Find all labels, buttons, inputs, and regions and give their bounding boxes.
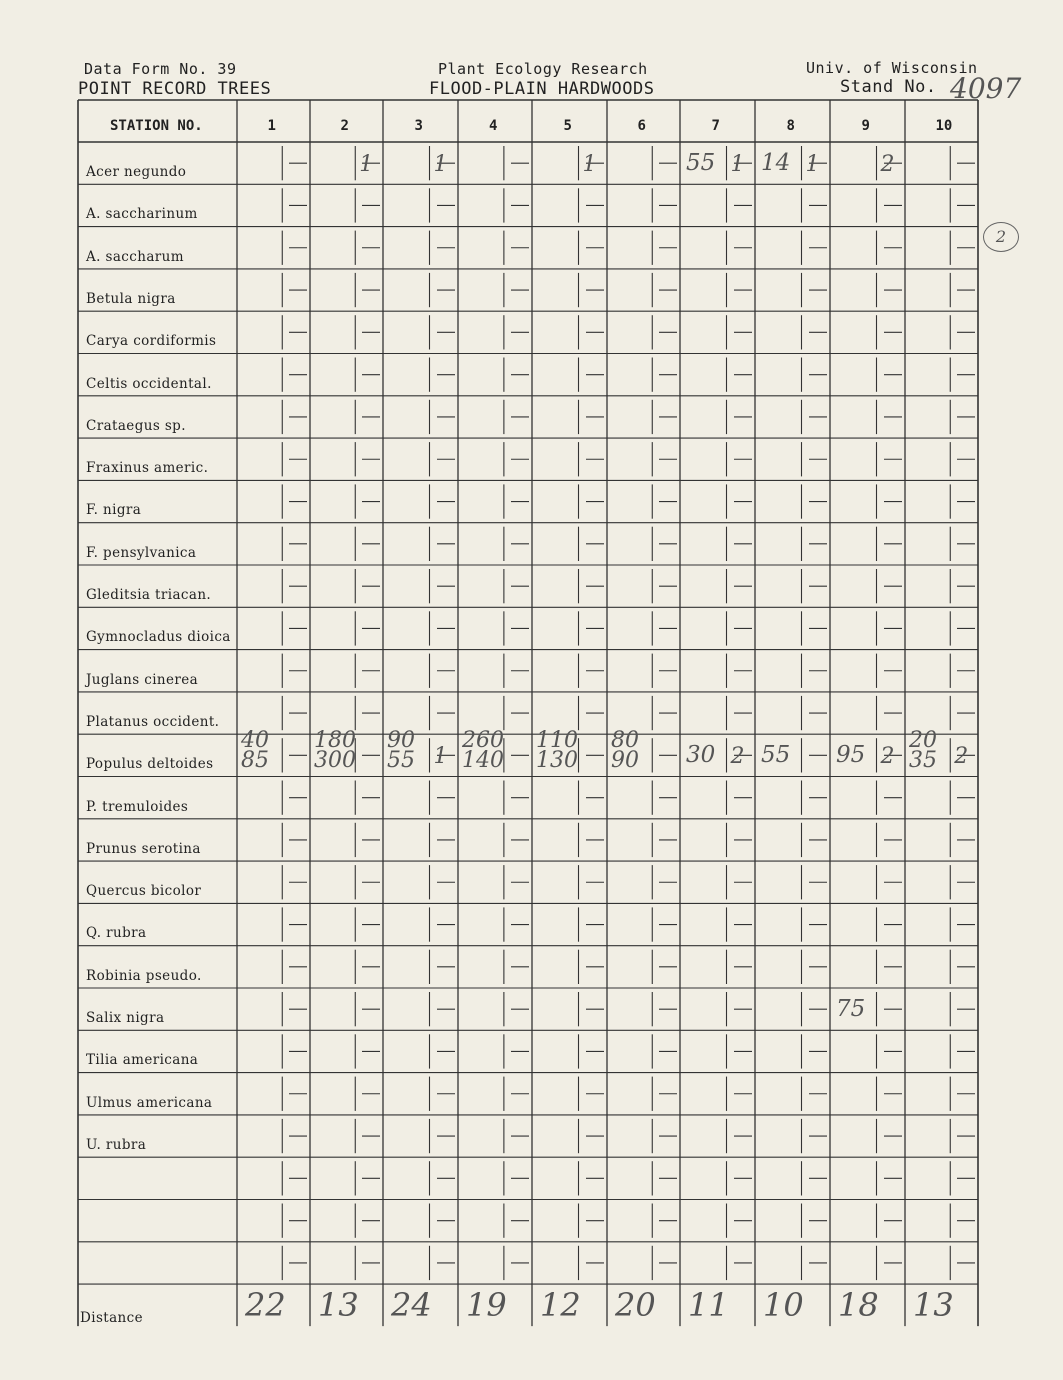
station-number-10: 10 xyxy=(935,118,953,134)
species-label: Quercus bicolor xyxy=(86,883,202,900)
handwritten-value: 20 xyxy=(909,728,937,754)
handwritten-count: 2 xyxy=(730,744,745,770)
handwritten-value: 30 xyxy=(686,742,716,769)
species-label: U. rubra xyxy=(86,1136,147,1153)
species-label: Juglans cinerea xyxy=(86,671,199,688)
distance-label: Distance xyxy=(80,1310,143,1327)
station-number-2: 2 xyxy=(340,118,349,134)
handwritten-value: 75 xyxy=(836,996,866,1022)
species-label: Ulmus americana xyxy=(86,1094,213,1111)
university: Univ. of Wisconsin xyxy=(806,59,978,77)
form-type: FLOOD-PLAIN HARDWOODS xyxy=(429,79,655,99)
handwritten-count: 1 xyxy=(359,152,374,177)
species-label: Carya cordiformis xyxy=(86,333,217,350)
distance-value: 13 xyxy=(318,1286,359,1325)
distance-value: 24 xyxy=(391,1286,432,1325)
species-label: P. tremuloides xyxy=(86,798,189,815)
distance-value: 10 xyxy=(763,1286,804,1325)
handwritten-count: 2 xyxy=(954,744,969,770)
distance-value: 13 xyxy=(913,1286,954,1325)
station-number-label: STATION NO. xyxy=(110,118,203,134)
form-title: POINT RECORD TREES xyxy=(78,79,272,99)
handwritten-value: 14 xyxy=(761,150,791,176)
handwritten-value: 260 xyxy=(462,728,504,754)
species-label: Salix nigra xyxy=(86,1010,165,1026)
distance-value: 18 xyxy=(838,1286,879,1325)
species-label: Fraxinus americ. xyxy=(86,460,209,477)
distance-value: 11 xyxy=(688,1286,729,1325)
handwritten-value: 110 xyxy=(536,728,578,754)
species-label: Robinia pseudo. xyxy=(86,967,202,984)
station-number-6: 6 xyxy=(637,118,646,134)
species-label: A. saccharum xyxy=(86,248,184,265)
handwritten-value: 55 xyxy=(686,150,716,176)
handwritten-count: 2 xyxy=(880,744,895,770)
distance-value: 12 xyxy=(540,1286,581,1325)
organization: Plant Ecology Research xyxy=(438,60,648,78)
distance-value: 19 xyxy=(466,1286,507,1325)
handwritten-count: 2 xyxy=(880,152,895,177)
handwritten-value: 180 xyxy=(314,728,356,754)
handwritten-value: 130 xyxy=(536,748,578,774)
handwritten-value: 35 xyxy=(909,748,937,774)
station-number-1: 1 xyxy=(267,118,276,134)
species-label: F. nigra xyxy=(86,502,142,519)
handwritten-count: 1 xyxy=(805,152,820,177)
stand-number-label: Stand No. xyxy=(840,77,937,97)
species-label: Gleditsia triacan. xyxy=(86,587,212,603)
station-number-7: 7 xyxy=(711,118,720,134)
station-number-9: 9 xyxy=(861,118,870,134)
species-label: Prunus serotina xyxy=(86,840,201,857)
handwritten-value: 80 xyxy=(611,728,639,754)
page-number-mark: 2 xyxy=(983,222,1019,252)
handwritten-value: 140 xyxy=(462,748,504,774)
species-label: Gymnocladus dioica xyxy=(86,629,231,646)
stand-number-value: 4097 xyxy=(950,72,1022,105)
species-label: F. pensylvanica xyxy=(86,544,197,561)
species-label: Celtis occidental. xyxy=(86,375,212,392)
form-number: Data Form No. 39 xyxy=(84,60,237,78)
handwritten-value: 90 xyxy=(611,748,639,774)
handwritten-value: 55 xyxy=(761,742,791,769)
handwritten-value: 300 xyxy=(314,748,356,774)
station-number-8: 8 xyxy=(786,118,795,134)
station-number-5: 5 xyxy=(563,118,572,134)
distance-value: 20 xyxy=(615,1286,656,1325)
species-label: Platanus occident. xyxy=(86,713,220,730)
handwritten-value: 90 xyxy=(387,728,415,754)
handwritten-value: 55 xyxy=(387,748,415,774)
distance-value: 22 xyxy=(245,1286,286,1325)
handwritten-count: 1 xyxy=(582,152,597,177)
handwritten-count: 1 xyxy=(433,152,448,177)
species-label: Populus deltoides xyxy=(86,756,214,773)
station-number-3: 3 xyxy=(414,118,423,134)
handwritten-count: 1 xyxy=(433,744,448,770)
species-label: Betula nigra xyxy=(86,290,176,307)
handwritten-value: 95 xyxy=(836,742,866,769)
species-label: A. saccharinum xyxy=(86,206,198,223)
handwritten-value: 40 xyxy=(241,728,269,754)
handwritten-count: 1 xyxy=(730,152,745,177)
species-label: Tilia americana xyxy=(86,1052,199,1069)
species-label: Acer negundo xyxy=(86,164,187,180)
handwritten-value: 85 xyxy=(241,748,269,774)
species-label: Crataegus sp. xyxy=(86,417,186,434)
species-label: Q. rubra xyxy=(86,925,147,942)
station-number-4: 4 xyxy=(489,118,498,134)
